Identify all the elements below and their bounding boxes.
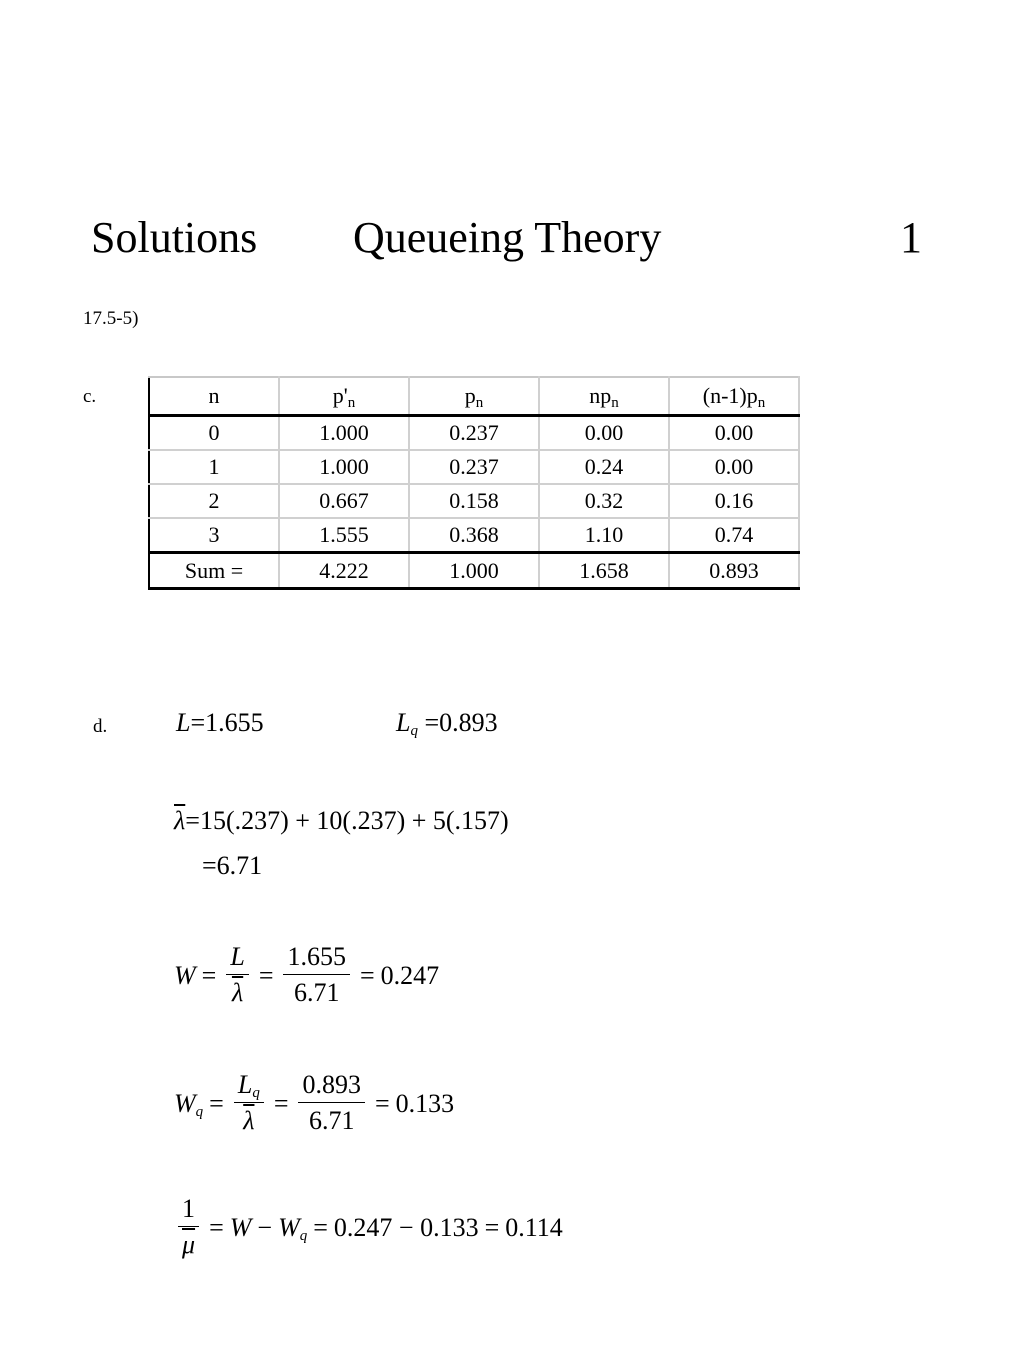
problem-id: 17.5-5) <box>83 308 139 329</box>
table-cell: 0.00 <box>669 450 799 484</box>
sum-row <box>149 553 799 589</box>
table-cell: 0.368 <box>409 518 539 553</box>
equation-Wq: $W_q$ = $\frac{L_q}{\lambda}$ = $\frac{0.893}{6.71}$ = 0.133 <box>174 1068 454 1139</box>
probability-table <box>148 376 800 590</box>
equation-lambda-bar: $\overline{\lambda}=15(.237) + 10(.237) + 5(.157)$ <box>174 806 509 835</box>
equation-L: L=1.655 <box>176 708 264 737</box>
table-cell: 0.16 <box>669 484 799 518</box>
table-header-row <box>149 377 799 416</box>
table-row <box>149 416 799 451</box>
page-number: 1 <box>900 213 922 262</box>
page-header <box>0 212 1024 268</box>
table-cell: 0.158 <box>409 484 539 518</box>
part-d-label: d. <box>93 716 108 737</box>
table-cell: 1.10 <box>539 518 669 553</box>
table-cell: 3 <box>149 518 279 553</box>
equation-one-over-mu: $\frac{1}{\mu}$ = W − $W_q$ = 0.247 − 0.133 = 0.114 <box>174 1192 563 1263</box>
sum-label: Sum = <box>149 553 279 589</box>
sum-cell: 4.222 <box>279 553 409 589</box>
sum-cell: 1.658 <box>539 553 669 589</box>
header-topic: Queueing Theory <box>353 213 662 262</box>
table-row <box>149 484 799 518</box>
fraction-one-over-mu: $\frac{1}{\mu}$ <box>178 1192 199 1263</box>
table-row <box>149 450 799 484</box>
table-cell: 1.000 <box>279 450 409 484</box>
header-solutions: Solutions <box>91 213 258 262</box>
table-cell: 0.24 <box>539 450 669 484</box>
table-cell: 0.00 <box>669 416 799 451</box>
table-row <box>149 518 799 553</box>
sum-cell: 0.893 <box>669 553 799 589</box>
table-cell: 1 <box>149 450 279 484</box>
table-cell: 0.00 <box>539 416 669 451</box>
table-cell: 0.237 <box>409 450 539 484</box>
equation-Lq: $L_q =0.893$ <box>396 708 498 739</box>
col-header-n: n <box>149 377 279 416</box>
equation-W: W = $\frac{L}{\lambda}$ = $\frac{1.655}{6.71}$ = 0.247 <box>174 940 439 1011</box>
table-cell: 1.555 <box>279 518 409 553</box>
table-cell: 2 <box>149 484 279 518</box>
part-c-label: c. <box>83 386 97 407</box>
table-cell: 0 <box>149 416 279 451</box>
table-cell: 0.74 <box>669 518 799 553</box>
col-header-p-prime: $p'_n$ <box>279 377 409 416</box>
sum-cell: 1.000 <box>409 553 539 589</box>
fraction-L-over-lambda: $\frac{L}{\lambda}$ <box>226 940 248 1011</box>
col-header-p: $p_n$ <box>409 377 539 416</box>
col-header-n-minus-1-p: $(n-1)p_n$ <box>669 377 799 416</box>
table-cell: 0.667 <box>279 484 409 518</box>
table-cell: 0.237 <box>409 416 539 451</box>
table-cell: 0.32 <box>539 484 669 518</box>
table-cell: 1.000 <box>279 416 409 451</box>
equation-lambda-bar-value: =6.71 <box>202 851 263 880</box>
fraction-Lq-value-over-lambda-value: $\frac{0.893}{6.71}$ <box>298 1068 365 1139</box>
fraction-L-value-over-lambda-value: $\frac{1.655}{6.71}$ <box>283 940 350 1011</box>
fraction-Lq-over-lambda: $\frac{L_q}{\lambda}$ <box>234 1068 264 1139</box>
col-header-np: $np_n$ <box>539 377 669 416</box>
